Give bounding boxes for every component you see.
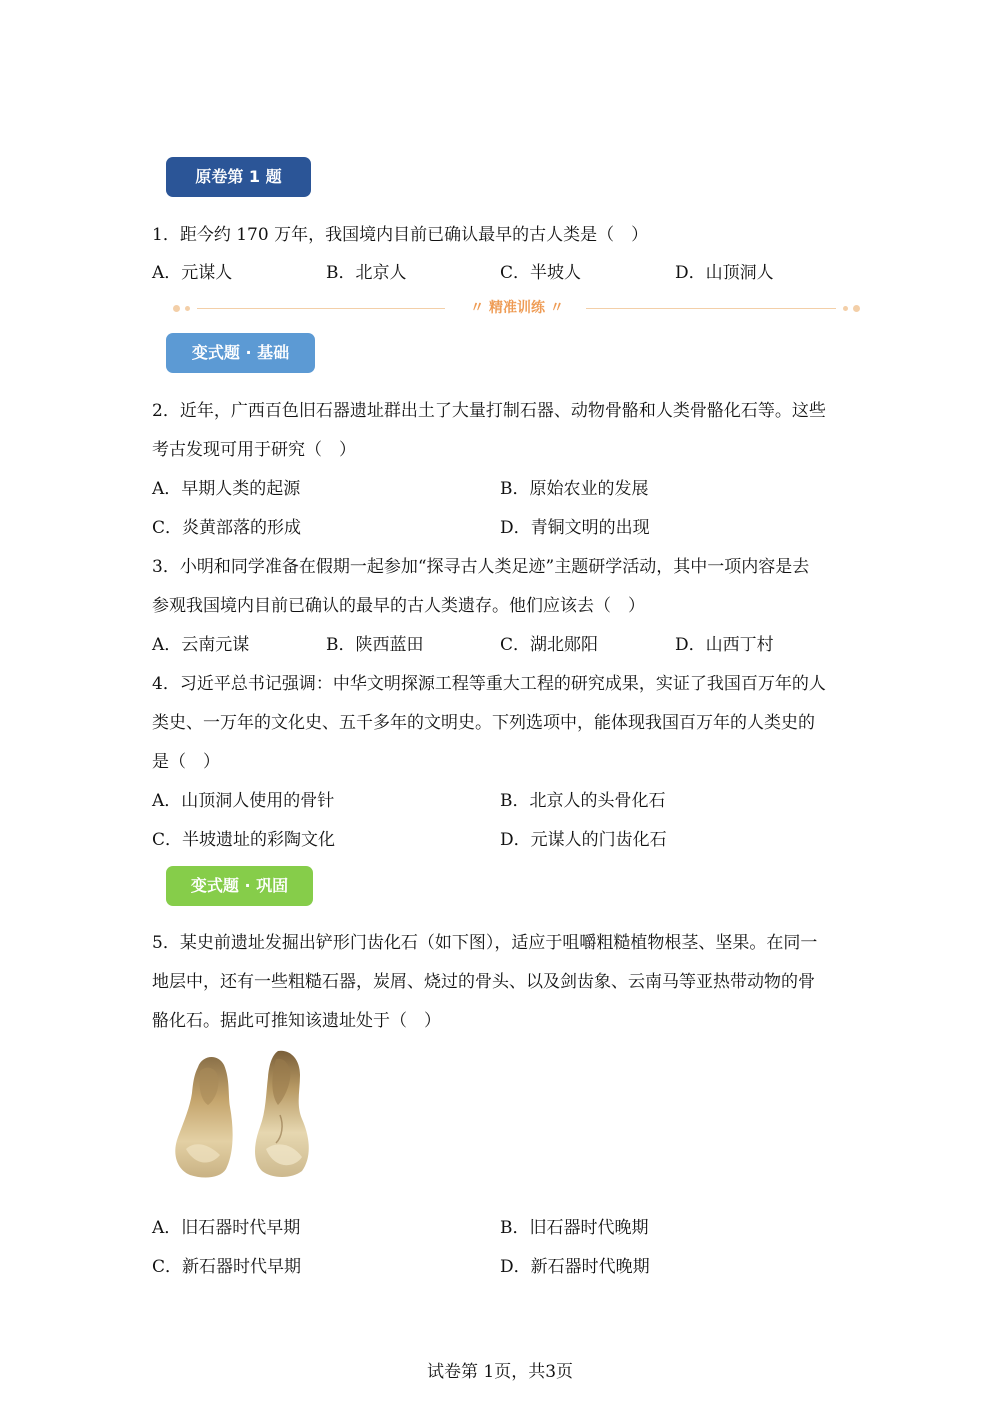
- page-footer: 试卷第 1页，共3页: [426, 1362, 574, 1382]
- question-4-line-3: 是（ ）: [152, 752, 220, 772]
- q4-option-b[interactable]: B．北京人的头骨化石: [500, 791, 666, 811]
- q1-option-a[interactable]: A．元谋人: [152, 263, 233, 283]
- question-5-line-1: 5．某史前遗址发掘出铲形门齿化石（如下图），适应于咀嚼粗糙植物根茎、坚果。在同一: [152, 933, 818, 953]
- question-5-line-3: 骼化石。据此可推知该遗址处于（ ）: [152, 1011, 441, 1031]
- q3-option-c[interactable]: C．湖北郧阳: [500, 635, 599, 655]
- q2-option-a[interactable]: A．早期人类的起源: [152, 479, 301, 499]
- q4-option-a[interactable]: A．山顶洞人使用的骨针: [152, 791, 335, 811]
- divider-slash-icon: 〃: [470, 300, 489, 316]
- question-2-line-2: 考古发现可用于研究（ ）: [152, 440, 356, 460]
- divider-slash-icon: 〃: [545, 300, 564, 316]
- q5-option-a[interactable]: A．旧石器时代早期: [152, 1218, 301, 1238]
- q1-option-d[interactable]: D．山顶洞人: [675, 263, 774, 283]
- question-4-line-1: 4．习近平总书记强调：中华文明探源工程等重大工程的研究成果，实证了我国百万年的人: [152, 674, 826, 694]
- q5-option-d[interactable]: D．新石器时代晚期: [500, 1257, 650, 1277]
- q2-option-c[interactable]: C．炎黄部落的形成: [152, 518, 302, 538]
- question-3-line-1: 3．小明和同学准备在假期一起参加“探寻古人类足迹”主题研学活动，其中一项内容是去: [152, 557, 810, 577]
- q1-option-c[interactable]: C．半坡人: [500, 263, 582, 283]
- divider-line-right: [586, 308, 836, 309]
- divider-dot-right: [853, 305, 860, 312]
- q3-option-b[interactable]: B．陕西蓝田: [326, 635, 424, 655]
- incisor-fossil-image: [168, 1045, 316, 1180]
- q2-option-b[interactable]: B．原始农业的发展: [500, 479, 649, 499]
- q5-option-b[interactable]: B．旧石器时代晚期: [500, 1218, 649, 1238]
- section-badge-original: 原卷第 1 题: [166, 157, 311, 197]
- divider-dot-right-2: [843, 306, 848, 311]
- section-badge-basic: 变式题 · 基础: [166, 333, 315, 373]
- q3-option-d[interactable]: D．山西丁村: [675, 635, 774, 655]
- section-badge-consolidate: 变式题 · 巩固: [166, 866, 313, 906]
- question-4-line-2: 类史、一万年的文化史、五千多年的文明史。下列选项中，能体现我国百万年的人类史的: [152, 713, 815, 733]
- question-3-line-2: 参观我国境内目前已确认的最早的古人类遗存。他们应该去（ ）: [152, 596, 645, 616]
- q5-option-c[interactable]: C．新石器时代早期: [152, 1257, 302, 1277]
- question-1-text: 1．距今约 170 万年，我国境内目前已确认最早的古人类是（ ）: [152, 225, 649, 245]
- training-divider-label: 〃 精准训练 〃: [470, 300, 564, 316]
- question-2-line-1: 2．近年，广西百色旧石器遗址群出土了大量打制石器、动物骨骼和人类骨骼化石等。这些: [152, 401, 826, 421]
- q3-option-a[interactable]: A．云南元谋: [152, 635, 250, 655]
- q4-option-c[interactable]: C．半坡遗址的彩陶文化: [152, 830, 336, 850]
- q1-option-b[interactable]: B．北京人: [326, 263, 407, 283]
- q4-option-d[interactable]: D．元谋人的门齿化石: [500, 830, 667, 850]
- training-divider: [173, 298, 861, 318]
- q2-option-d[interactable]: D．青铜文明的出现: [500, 518, 650, 538]
- question-5-line-2: 地层中，还有一些粗糙石器，炭屑、烧过的骨头、以及剑齿象、云南马等亚热带动物的骨: [152, 972, 815, 992]
